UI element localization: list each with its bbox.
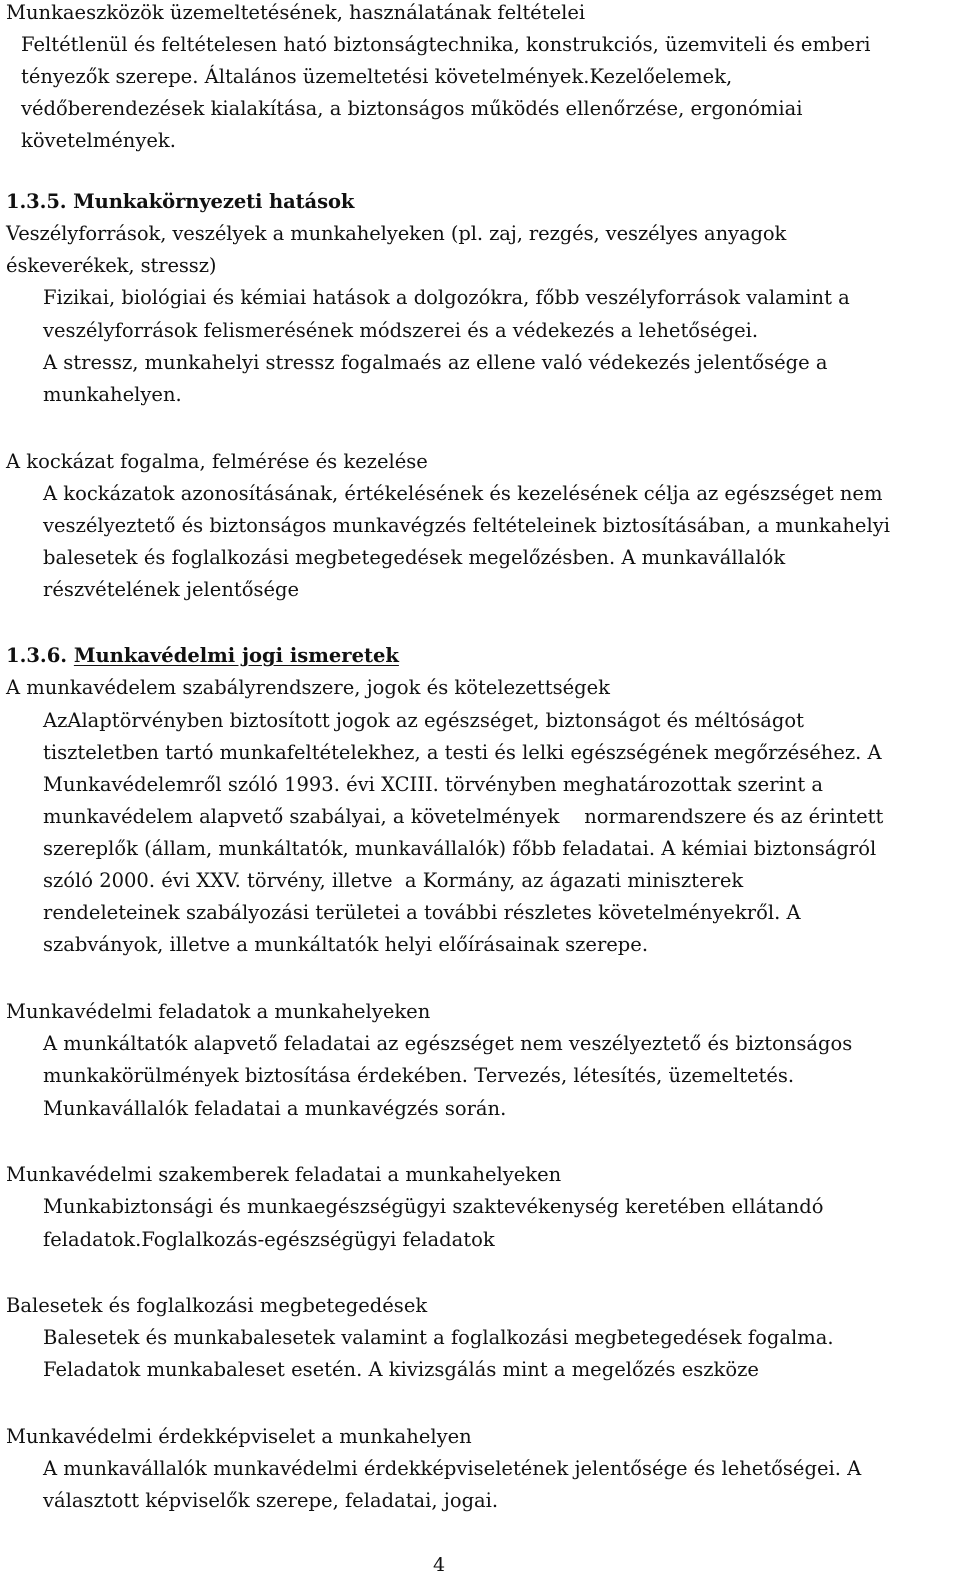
paragraph-line: balesetek és foglalkozási megbetegedések megelőzésben. A munkavállalók [43,546,786,569]
paragraph-line: védőberendezések kialakítása, a biztonságos működés ellenőrzése, ergonómiai [21,97,803,120]
paragraph-line: Munkavállalók feladatai a munkavégzés során. [43,1097,507,1120]
section-title-rules: A munkavédelem szabályrendszere, jogok és kötelezettségek [6,676,610,699]
paragraph-line: feladatok.Foglalkozás-egészségügyi feladatok [43,1228,495,1251]
paragraph-line: A munkavállalók munkavédelmi érdekképviseletének jelentősége és lehetőségei. A [43,1457,862,1480]
paragraph-line: választott képviselők szerepe, feladatai, jogai. [43,1489,499,1512]
paragraph-line: AzAlaptörvényben biztosított jogok az egészséget, biztonságot és méltóságot [43,709,804,732]
section-title-accidents: Balesetek és foglalkozási megbetegedések [6,1294,428,1317]
paragraph-line: Feladatok munkabaleset esetén. A kivizsgálás mint a megelőzés eszköze [43,1358,759,1381]
paragraph-line: szabványok, illetve a munkáltatók helyi előírásainak szerepe. [43,933,649,956]
paragraph-line: A kockázatok azonosításának, értékelésének és kezelésének célja az egészséget nem [43,482,883,505]
paragraph-line: Munkavédelemről szóló 1993. évi XCIII. törvényben meghatározottak szerint a [43,773,823,796]
paragraph-line: Munkabiztonsági és munkaegészségügyi szaktevékenység keretében ellátandó [43,1195,824,1218]
paragraph-line: szereplők (állam, munkáltatók, munkavállalók) főbb feladatai. A kémiai biztonságról [43,837,877,860]
paragraph-line: veszélyeztető és biztonságos munkavégzés feltételeinek biztosításában, a munkahelyi [43,514,890,537]
paragraph-line: munkavédelem alapvető szabályai, a követelmények normarendszere és az érintett [43,805,884,828]
paragraph-line: szóló 2000. évi XXV. törvény, illetve a Kormány, az ágazati miniszterek [43,869,744,892]
paragraph-line: rendeleteinek szabályozási területei a további részletes követelményekről. A [43,901,801,924]
heading-number: 1.3.6. [6,644,68,667]
page-number: 4 [433,1554,446,1576]
paragraph-line: A munkáltatók alapvető feladatai az egészséget nem veszélyeztető és biztonságos [43,1032,853,1055]
paragraph-line: részvételének jelentősége [43,578,300,601]
subheading-line: éskeverékek, stressz) [6,254,217,277]
heading-text: Munkavédelmi jogi ismeretek [73,644,399,667]
paragraph-line: Feltétlenül és feltételesen ható biztonságtechnika, konstrukciós, üzemviteli és emberi [21,33,871,56]
heading-1-3-6 [6,643,399,669]
section-title-work-equipment: Munkaeszközök üzemeltetésének, használatának feltételei [6,1,586,24]
section-title-representation: Munkavédelmi érdekképviselet a munkahelyen [6,1425,472,1448]
paragraph-line: követelmények. [21,129,176,152]
paragraph-line: Fizikai, biológiai és kémiai hatások a dolgozókra, főbb veszélyforrások valamint a [43,286,850,309]
subheading-line: Veszélyforrások, veszélyek a munkahelyeken (pl. zaj, rezgés, veszélyes anyagok [6,222,787,245]
paragraph-line: munkahelyen. [43,383,182,406]
paragraph-line: Balesetek és munkabalesetek valamint a foglalkozási megbetegedések fogalma. [43,1326,834,1349]
section-title-experts: Munkavédelmi szakemberek feladatai a munkahelyeken [6,1163,562,1186]
paragraph-line: munkakörülmények biztosítása érdekében. Tervezés, létesítés, üzemeltetés. [43,1064,795,1087]
section-title-risk: A kockázat fogalma, felmérése és kezelése [6,450,428,473]
section-title-tasks: Munkavédelmi feladatok a munkahelyeken [6,1000,431,1023]
paragraph-line: veszélyforrások felismerésének módszerei és a védekezés a lehetőségei. [43,319,759,342]
paragraph-line: tiszteletben tartó munkafeltételekhez, a testi és lelki egészségének megőrzéséhez. A [43,741,882,764]
paragraph-line: A stressz, munkahelyi stressz fogalmaés az ellene való védekezés jelentősége a [43,351,828,374]
heading-1-3-5: 1.3.5. Munkakörnyezeti hatások [6,190,355,213]
paragraph-line: tényezők szerepe. Általános üzemeltetési követelmények.Kezelőelemek, [21,65,733,88]
